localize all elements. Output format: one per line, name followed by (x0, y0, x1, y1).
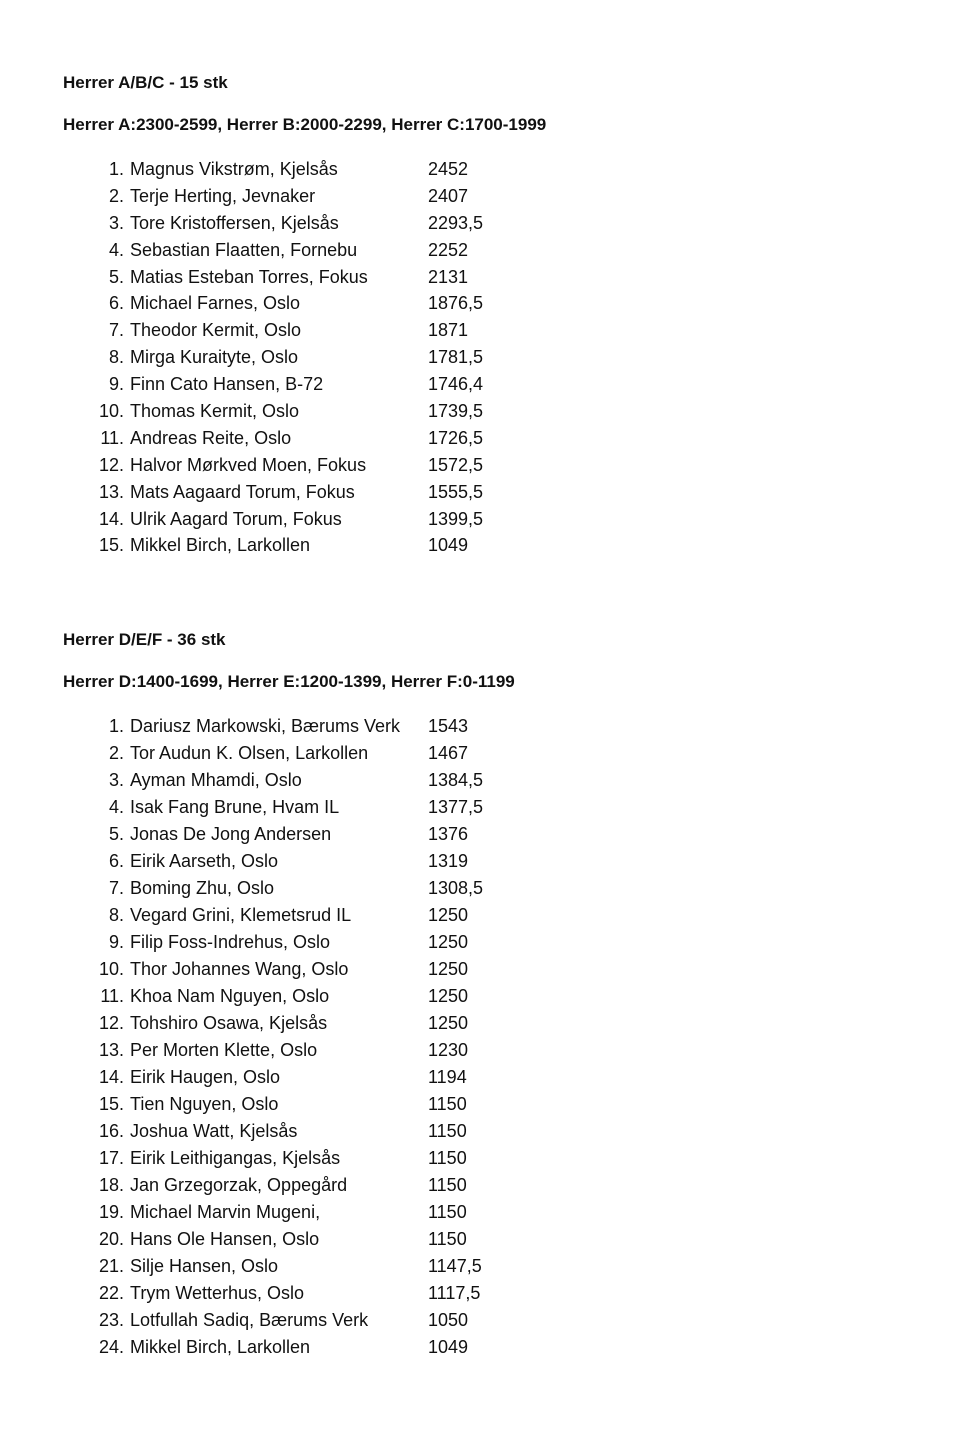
player-name: Magnus Vikstrøm, Kjelsås (130, 159, 338, 179)
section-herrer-abc (63, 72, 923, 575)
player-rating: 1250 (428, 905, 469, 925)
player-rating: 1726,5 (428, 427, 484, 448)
entry-number: 2. (108, 743, 124, 763)
player-name: Theodor Kermit, Oslo (130, 320, 302, 341)
player-name: Dariusz Markowski, Bærums Verk (130, 716, 401, 736)
player-name: Halvor Mørkved Moen, Fokus (130, 454, 367, 475)
list-item (63, 237, 923, 264)
entry-number: 7. (108, 320, 124, 341)
entry-number: 8. (108, 905, 124, 925)
list-item (63, 1334, 923, 1361)
entry-number: 20. (98, 1229, 124, 1249)
player-name: Joshua Watt, Kjelsås (130, 1121, 298, 1141)
entry-number: 5. (108, 266, 124, 287)
entry-number: 16. (98, 1121, 124, 1141)
player-name: Tien Nguyen, Oslo (130, 1094, 279, 1114)
list-item (63, 713, 923, 740)
list-item (63, 506, 923, 533)
list-item (63, 317, 923, 344)
player-rating: 1250 (428, 932, 469, 952)
entry-number: 9. (108, 374, 124, 395)
entry-number: 19. (98, 1202, 124, 1222)
player-name: Trym Wetterhus, Oslo (130, 1283, 305, 1303)
player-rating: 1377,5 (428, 797, 484, 817)
entry-number: 11. (100, 427, 124, 448)
player-rating: 1049 (428, 535, 469, 556)
player-rating: 2407 (428, 185, 469, 206)
entry-number: 13. (98, 481, 124, 502)
list-item (63, 479, 923, 506)
player-name: Ayman Mhamdi, Oslo (130, 770, 302, 790)
list-item (63, 1145, 923, 1172)
player-rating: 1876,5 (428, 293, 484, 314)
entry-number: 6. (108, 293, 124, 314)
list-item (63, 794, 923, 821)
entry-number: 5. (108, 824, 124, 844)
entry-number: 12. (98, 1013, 124, 1033)
section-title: Herrer D/E/F - 36 stk (63, 630, 226, 649)
list-item (63, 875, 923, 902)
player-rating: 1150 (428, 1094, 467, 1114)
list-item (63, 848, 923, 875)
player-name: Mats Aagaard Torum, Fokus (130, 481, 355, 502)
player-name: Khoa Nam Nguyen, Oslo (130, 986, 330, 1006)
entry-number: 10. (98, 401, 124, 422)
entry-number: 1. (108, 159, 124, 179)
player-rating: 1746,4 (428, 374, 484, 395)
player-name: Terje Herting, Jevnaker (130, 185, 316, 206)
player-rating: 1319 (428, 851, 469, 871)
player-rating: 1117,5 (428, 1283, 481, 1303)
player-rating: 2293,5 (428, 212, 484, 233)
entry-number: 1. (108, 716, 124, 736)
list-item (63, 290, 923, 317)
list-item (63, 929, 923, 956)
player-name: Jonas De Jong Andersen (130, 824, 332, 844)
entry-number: 17. (98, 1148, 124, 1168)
player-rating: 1150 (428, 1148, 467, 1168)
player-name: Boming Zhu, Oslo (130, 878, 275, 898)
list-item (63, 371, 923, 398)
player-name: Eirik Aarseth, Oslo (130, 851, 279, 871)
player-name: Silje Hansen, Oslo (130, 1256, 279, 1276)
entry-number: 3. (108, 770, 124, 790)
player-rating: 1150 (428, 1175, 467, 1195)
entry-number: 11. (100, 986, 124, 1006)
entry-number: 14. (98, 508, 124, 529)
entry-number: 15. (98, 535, 124, 556)
entry-number: 4. (108, 797, 124, 817)
player-name: Michael Marvin Mugeni, (130, 1202, 321, 1222)
player-name: Mirga Kuraityte, Oslo (130, 347, 299, 368)
player-rating: 1250 (428, 1013, 469, 1033)
player-rating: 1781,5 (428, 347, 484, 368)
entry-number: 23. (98, 1310, 124, 1330)
list-item (63, 532, 923, 559)
list-item (63, 983, 923, 1010)
entry-number: 21. (98, 1256, 124, 1276)
player-name: Michael Farnes, Oslo (130, 293, 301, 314)
list-item (63, 264, 923, 291)
player-name: Mikkel Birch, Larkollen (130, 1337, 311, 1357)
player-name: Ulrik Aagard Torum, Fokus (130, 508, 342, 529)
entry-number: 18. (98, 1175, 124, 1195)
list-item (63, 1226, 923, 1253)
entry-number: 4. (108, 239, 124, 260)
entry-number: 13. (98, 1040, 124, 1060)
list-item (63, 1307, 923, 1334)
entry-number: 22. (98, 1283, 124, 1303)
player-rating: 2252 (428, 239, 469, 260)
player-name: Andreas Reite, Oslo (130, 427, 292, 448)
list-item (63, 740, 923, 767)
player-rating: 1308,5 (428, 878, 484, 898)
player-name: Finn Cato Hansen, B-72 (130, 374, 324, 395)
player-name: Lotfullah Sadiq, Bærums Verk (130, 1310, 369, 1330)
rating-classes: Herrer D:1400-1699, Herrer E:1200-1399, Herrer F:0-1199 (63, 672, 515, 691)
section-herrer-def (63, 629, 923, 1377)
player-name: Filip Foss-Indrehus, Oslo (130, 932, 331, 952)
section-title: Herrer A/B/C - 15 stk (63, 73, 228, 92)
list-item (63, 1172, 923, 1199)
entry-number: 2. (108, 185, 124, 206)
player-name: Tor Audun K. Olsen, Larkollen (130, 743, 369, 763)
rating-classes: Herrer A:2300-2599, Herrer B:2000-2299, Herrer C:1700-1999 (63, 115, 547, 134)
player-rating: 1250 (428, 959, 469, 979)
player-name: Eirik Leithigangas, Kjelsås (130, 1148, 341, 1168)
player-name: Sebastian Flaatten, Fornebu (130, 239, 358, 260)
player-rating: 1555,5 (428, 481, 484, 502)
list-item (63, 1037, 923, 1064)
list-item (63, 344, 923, 371)
player-name: Mikkel Birch, Larkollen (130, 535, 311, 556)
player-rating: 1384,5 (428, 770, 484, 790)
player-name: Tohshiro Osawa, Kjelsås (130, 1013, 328, 1033)
list-item (63, 1118, 923, 1145)
player-name: Matias Esteban Torres, Fokus (130, 266, 368, 287)
player-name: Thomas Kermit, Oslo (130, 401, 300, 422)
entry-number: 9. (108, 932, 124, 952)
player-name: Jan Grzegorzak, Oppegård (130, 1175, 348, 1195)
player-name: Isak Fang Brune, Hvam IL (130, 797, 340, 817)
player-rating: 2452 (428, 159, 469, 179)
list-item (63, 956, 923, 983)
player-rating: 1572,5 (428, 454, 484, 475)
list-item (63, 1064, 923, 1091)
player-rating: 1376 (428, 824, 469, 844)
entry-number: 14. (98, 1067, 124, 1087)
entry-number: 24. (98, 1337, 124, 1357)
entry-number: 10. (98, 959, 124, 979)
entry-number: 7. (108, 878, 124, 898)
player-rating: 1194 (428, 1067, 467, 1087)
player-rating: 1230 (428, 1040, 469, 1060)
player-rating: 1150 (428, 1202, 467, 1222)
player-list (63, 713, 923, 1361)
player-rating: 1150 (428, 1121, 467, 1141)
player-name: Thor Johannes Wang, Oslo (130, 959, 349, 979)
entry-number: 12. (98, 454, 124, 475)
list-item (63, 1253, 923, 1280)
player-name: Eirik Haugen, Oslo (130, 1067, 281, 1087)
list-item (63, 821, 923, 848)
entry-number: 15. (98, 1094, 124, 1114)
player-rating: 1739,5 (428, 401, 484, 422)
list-item (63, 425, 923, 452)
entry-number: 8. (108, 347, 124, 368)
player-rating: 1150 (428, 1229, 467, 1249)
list-item (63, 156, 923, 183)
player-rating: 1399,5 (428, 508, 484, 529)
player-rating: 1871 (428, 320, 469, 341)
list-item (63, 210, 923, 237)
player-list (63, 156, 923, 559)
player-rating: 1147,5 (428, 1256, 482, 1276)
player-name: Hans Ole Hansen, Oslo (130, 1229, 320, 1249)
player-name: Tore Kristoffersen, Kjelsås (130, 212, 339, 233)
player-rating: 1250 (428, 986, 469, 1006)
player-rating: 1467 (428, 743, 469, 763)
entry-number: 3. (108, 212, 124, 233)
player-name: Vegard Grini, Klemetsrud IL (130, 905, 352, 925)
player-rating: 2131 (428, 266, 469, 287)
player-rating: 1050 (428, 1310, 469, 1330)
player-name: Per Morten Klette, Oslo (130, 1040, 318, 1060)
entry-number: 6. (108, 851, 124, 871)
list-item (63, 902, 923, 929)
list-item (63, 398, 923, 425)
list-item (63, 452, 923, 479)
list-item (63, 1199, 923, 1226)
list-item (63, 767, 923, 794)
list-item (63, 1280, 923, 1307)
list-item (63, 1010, 923, 1037)
player-rating: 1049 (428, 1337, 469, 1357)
list-item (63, 183, 923, 210)
list-item (63, 1091, 923, 1118)
player-rating: 1543 (428, 716, 469, 736)
